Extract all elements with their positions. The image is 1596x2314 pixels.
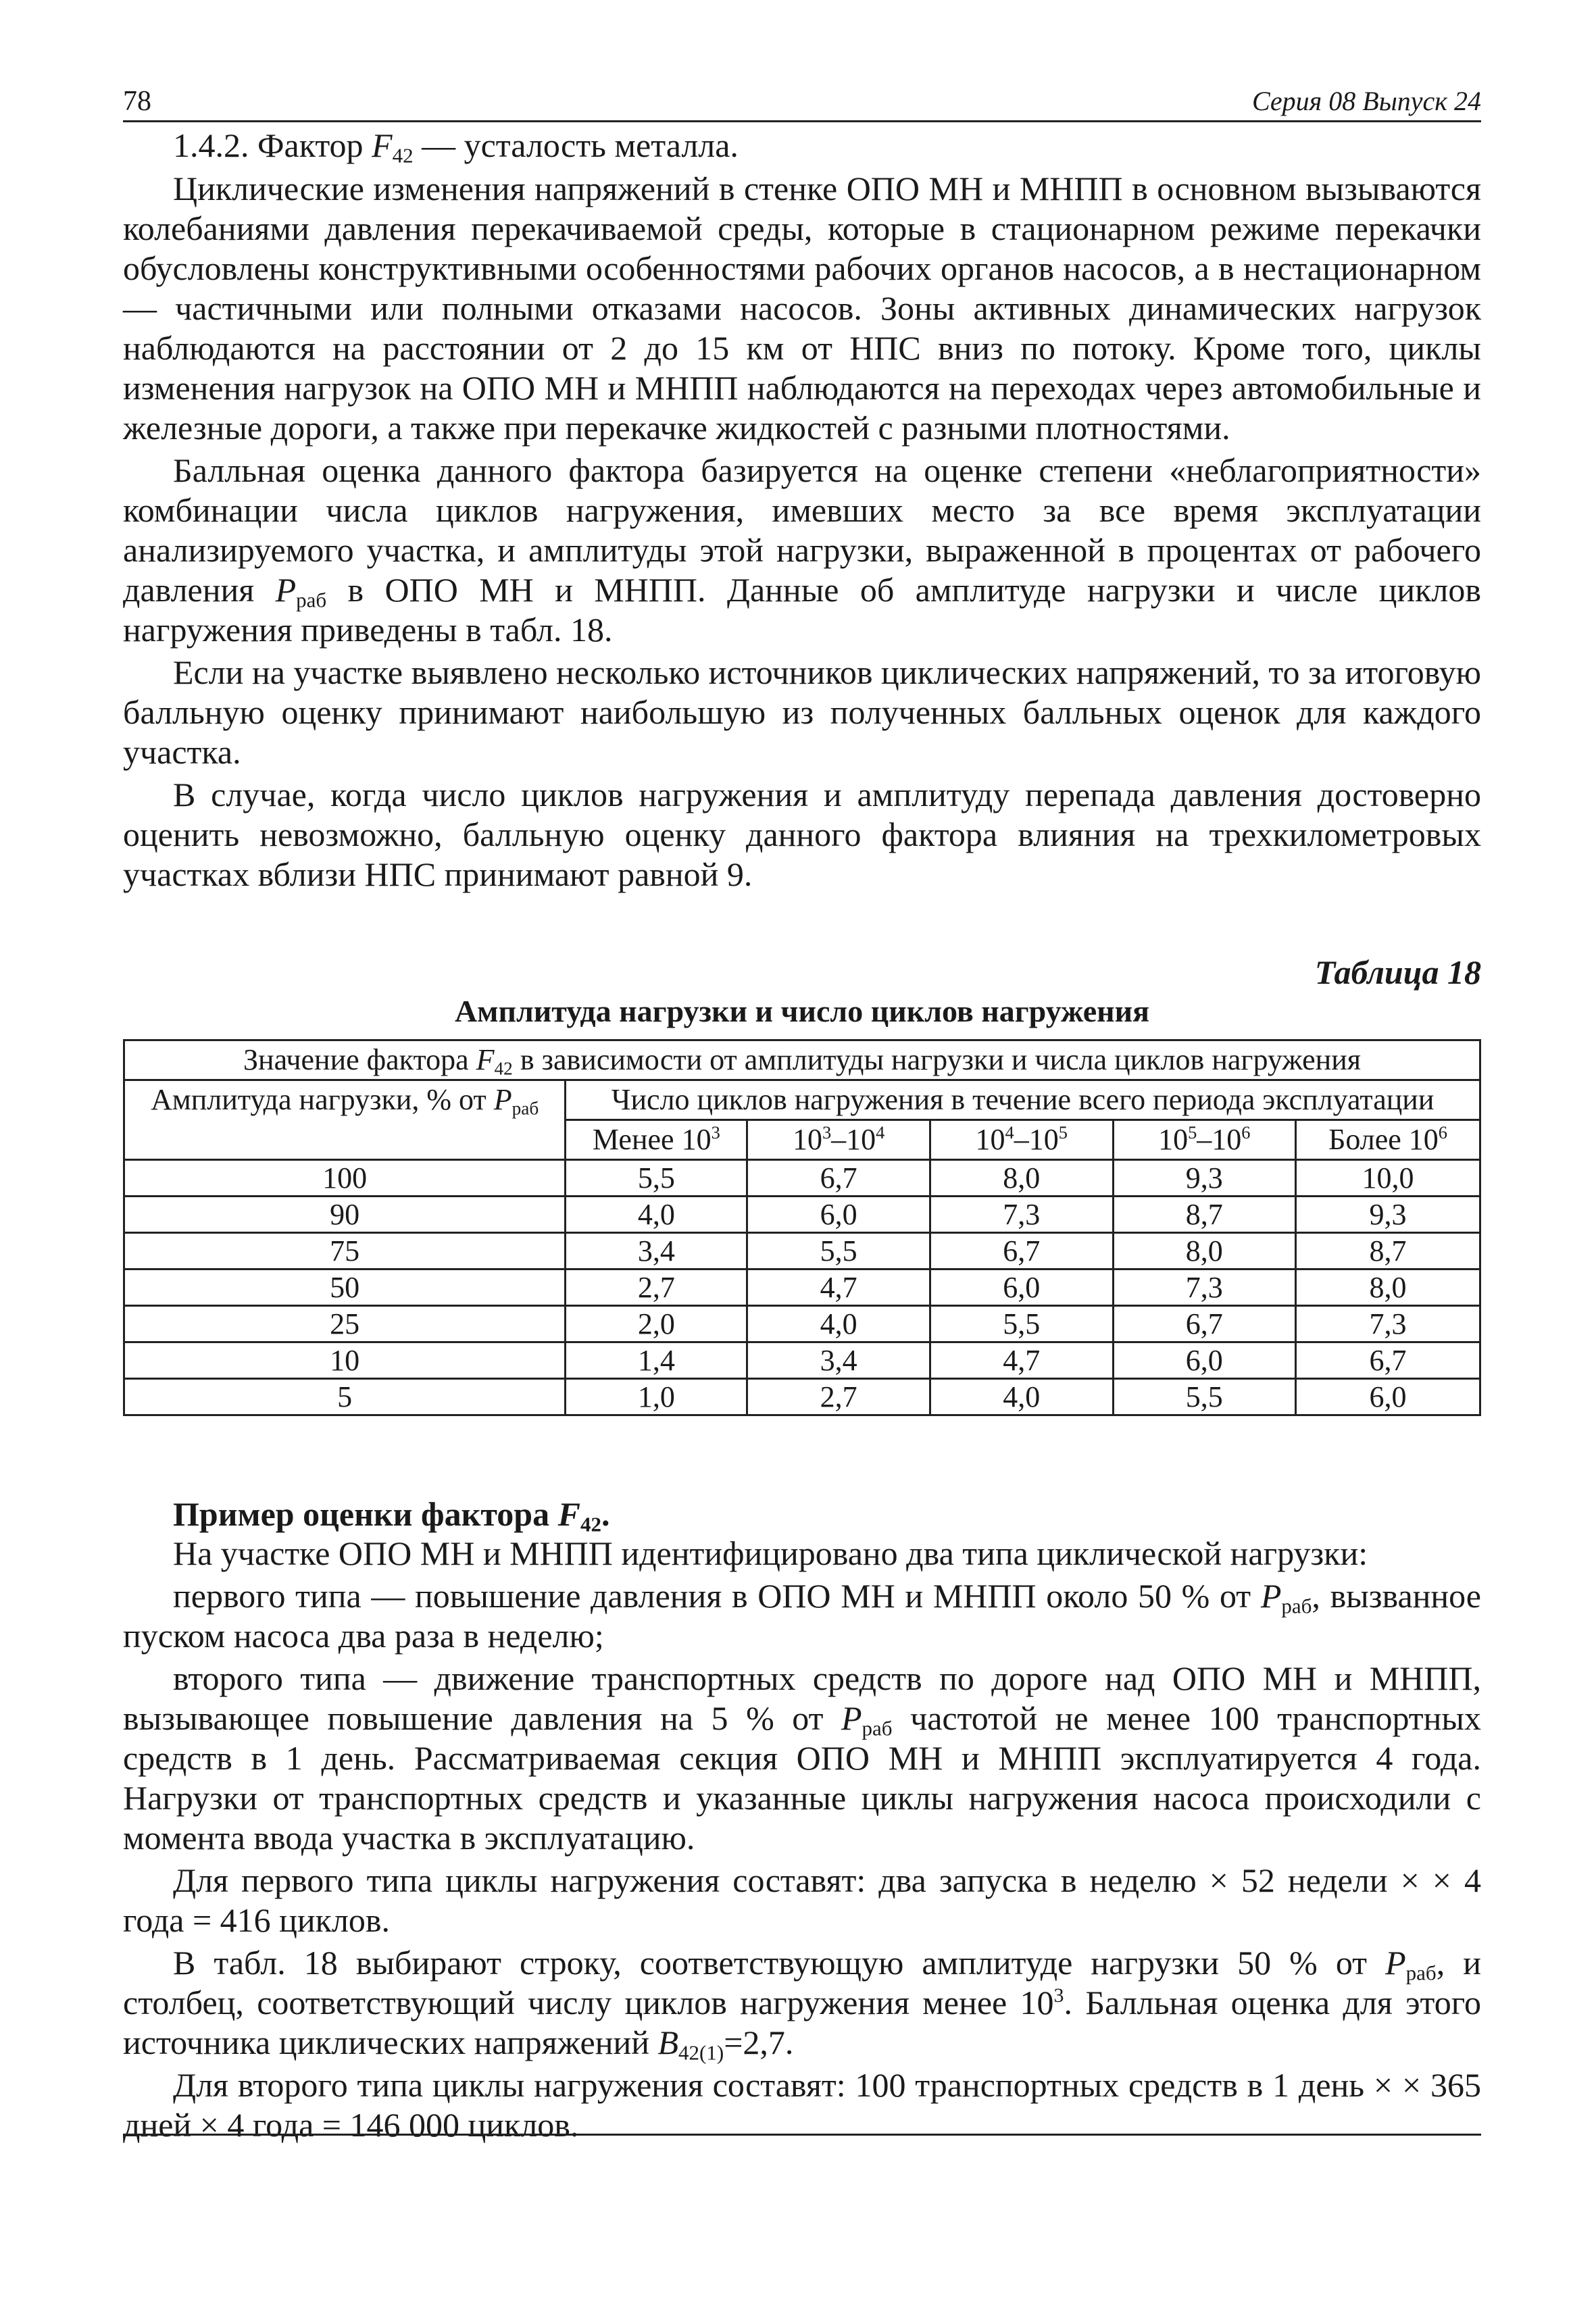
table-cell-amplitude: 100: [124, 1160, 566, 1197]
section-title: 1.4.2. Фактор $F_{42}$ — усталость металла.: [173, 126, 739, 168]
table-cell: 8,0: [1296, 1269, 1480, 1306]
table-cell-amplitude: 90: [124, 1197, 566, 1233]
table-row: [124, 1197, 1480, 1233]
table-cell: 5,5: [930, 1306, 1113, 1342]
table-header-mid: [124, 1080, 1480, 1120]
table-cell: 6,7: [747, 1160, 930, 1197]
table-cell: 5,5: [747, 1233, 930, 1269]
table-cell: 4,0: [930, 1379, 1113, 1415]
table-cell: 3,4: [566, 1233, 747, 1269]
series-label: Серия 08 Выпуск 24: [1251, 86, 1481, 116]
footer-rule: [123, 2134, 1481, 2136]
table-cell: 8,0: [930, 1160, 1113, 1197]
paragraph-unknown-case: В случае, когда число циклов нагружения и амплитуду перепада давления достоверно оценить невозможно, балльную оценку данного фактора влияния на трехкилометровых участках вблизи НПС принимают равной 9.: [123, 776, 1481, 893]
paragraph-example-cycles1: Для первого типа циклы нагружения составят: два запуска в неделю × 52 недели × × 4 года = 416 циклов.: [123, 1861, 1481, 1939]
table-cell: 3,4: [747, 1342, 930, 1379]
table-cell: 1,0: [566, 1379, 747, 1415]
table-row: [124, 1269, 1480, 1306]
page-number: 78: [123, 86, 151, 117]
table-cell: 2,7: [566, 1269, 747, 1306]
table-row: [124, 1306, 1480, 1342]
table-row: [124, 1160, 1480, 1197]
table-cell-amplitude: 50: [124, 1269, 566, 1306]
table-title: Амплитуда нагрузки и число циклов нагружения: [454, 994, 1150, 1028]
header-cycles: Число циклов нагружения в течение всего периода эксплуатации: [566, 1080, 1480, 1120]
table-cell: 1,4: [566, 1342, 747, 1379]
table-cell: 7,3: [930, 1197, 1113, 1233]
header-factor-value: Значение фактора $F_{42}$ в зависимости от амплитуды нагрузки и числа циклов нагружения: [124, 1040, 1480, 1080]
table-cell-amplitude: 25: [124, 1306, 566, 1342]
table-cell: 8,0: [1113, 1233, 1296, 1269]
table-cell: 6,0: [747, 1197, 930, 1233]
table-cell: 6,0: [1113, 1342, 1296, 1379]
table-label: Таблица 18: [1314, 953, 1481, 991]
paragraph-cyclic-changes: Циклические изменения напряжений в стенке ОПО МН и МНПП в основном вызываются колебаниями давления перекачиваемой среды, которые в стационарном режиме перекачки обусловлены конструктивными особенностями рабочих органов насосов, а в нестационарном — частичными или полными отказами насосов. Зоны активных динамических нагрузок наблюдаются на расстоянии от 2 до 15 км от НПС вниз по потоку. Кроме того, циклы изменения нагрузок на ОПО МН и МНПП наблюдаются на переходах через автомобильные и железные дороги, а также при перекачке жидкостей с разными плотностями.: [123, 170, 1481, 447]
body-text-top: [123, 169, 1481, 897]
col-header-1e3-1e4: $10^3-10^4$: [747, 1120, 930, 1160]
table-cell-amplitude: 5: [124, 1379, 566, 1415]
paragraph-example-type2: второго типа — движение транспортных средств по дороге над ОПО МН и МНПП, вызывающее повышение давления на 5 % от $P_{раб}$ частотой не менее 100 транспортных средств в 1 день. Рассматриваемая секция ОПО МН и МНПП эксплуатируется 4 года. Нагрузки от транспортных средств и указанные циклы нагружения насоса происходили с момента ввода участка в эксплуатацию.: [123, 1659, 1482, 1857]
table-cell: 8,7: [1296, 1233, 1480, 1269]
col-header-less-1e3: Менее $10^3$: [566, 1120, 747, 1160]
table-cell: 9,3: [1113, 1160, 1296, 1197]
example-title: Пример оценки фактора $F_{42}$.: [173, 1495, 610, 1536]
paragraph-example-cycles2: Для второго типа циклы нагружения составят: 100 транспортных средств в 1 день × × 365 дней × 4 года = 146 000 циклов.: [123, 2066, 1481, 2144]
table-cell: 2,7: [747, 1379, 930, 1415]
col-header-more-1e6: Более $10^6$: [1296, 1120, 1480, 1160]
table-cell: 6,7: [930, 1233, 1113, 1269]
table-cell: 5,5: [566, 1160, 747, 1197]
running-header: [123, 80, 1481, 120]
paragraph-multiple-sources: Если на участке выявлено несколько источников циклических напряжений, то за итоговую балльную оценку принимают наибольшую из полученных балльных оценок для каждого участка.: [123, 653, 1481, 771]
table-cell: 5,5: [1113, 1379, 1296, 1415]
table-cell: 8,7: [1113, 1197, 1296, 1233]
table-cell: 6,0: [930, 1269, 1113, 1306]
table-cell-amplitude: 10: [124, 1342, 566, 1379]
paragraph-example-intro: На участке ОПО МН и МНПП идентифицировано два типа циклической нагрузки:: [173, 1534, 1368, 1572]
table-cell-amplitude: 75: [124, 1233, 566, 1269]
table-cell: 2,0: [566, 1306, 747, 1342]
col-header-1e5-1e6: $10^5-10^6$: [1113, 1120, 1296, 1160]
table-header-top: [124, 1040, 1480, 1080]
paragraph-example-selection: В табл. 18 выбирают строку, соответствующую амплитуде нагрузки 50 % от $P_{раб}$, и столбец, соответствующий числу циклов нагружения менее $10^3$. Балльная оценка для этого источника циклических напряжений $B_{42(1)}=2,7$.: [123, 1944, 1482, 2065]
header-amplitude: Амплитуда нагрузки, % от $P_{раб}$: [124, 1080, 566, 1160]
table-cell: 7,3: [1296, 1306, 1480, 1342]
paragraph-example-type1: первого типа — повышение давления в ОПО МН и МНПП около 50 % от $P_{раб}$, вызванное пуском насоса два раза в неделю;: [123, 1577, 1481, 1655]
table-row: [124, 1379, 1480, 1415]
table-cell: 9,3: [1296, 1197, 1480, 1233]
table-cell: 4,7: [747, 1269, 930, 1306]
body-text-example: [123, 1534, 1481, 2148]
table-row: [124, 1342, 1480, 1379]
table-cell: 6,7: [1113, 1306, 1296, 1342]
table-cell: 10,0: [1296, 1160, 1480, 1197]
table-row: [124, 1233, 1480, 1269]
table-cell: 4,0: [747, 1306, 930, 1342]
table-cell: 4,0: [566, 1197, 747, 1233]
paragraph-score-basis: Балльная оценка данного фактора базируется на оценке степени «неблагоприятности» комбинации числа циклов нагружения, имевших место за все время эксплуатации анализируемого участка, и амплитуды этой нагрузки, выраженной в процентах от рабочего давления $P_{раб}$ в ОПО МН и МНПП. Данные об амплитуде нагрузки и числе циклов нагружения приведены в табл. 18.: [123, 451, 1481, 649]
table-cell: 4,7: [930, 1342, 1113, 1379]
table-cell: 6,0: [1296, 1379, 1480, 1415]
table-cell: 6,7: [1296, 1342, 1480, 1379]
col-header-1e4-1e5: $10^4-10^5$: [930, 1120, 1113, 1160]
table-18: [123, 1039, 1481, 1416]
header-rule: [123, 120, 1481, 122]
table-cell: 7,3: [1113, 1269, 1296, 1306]
